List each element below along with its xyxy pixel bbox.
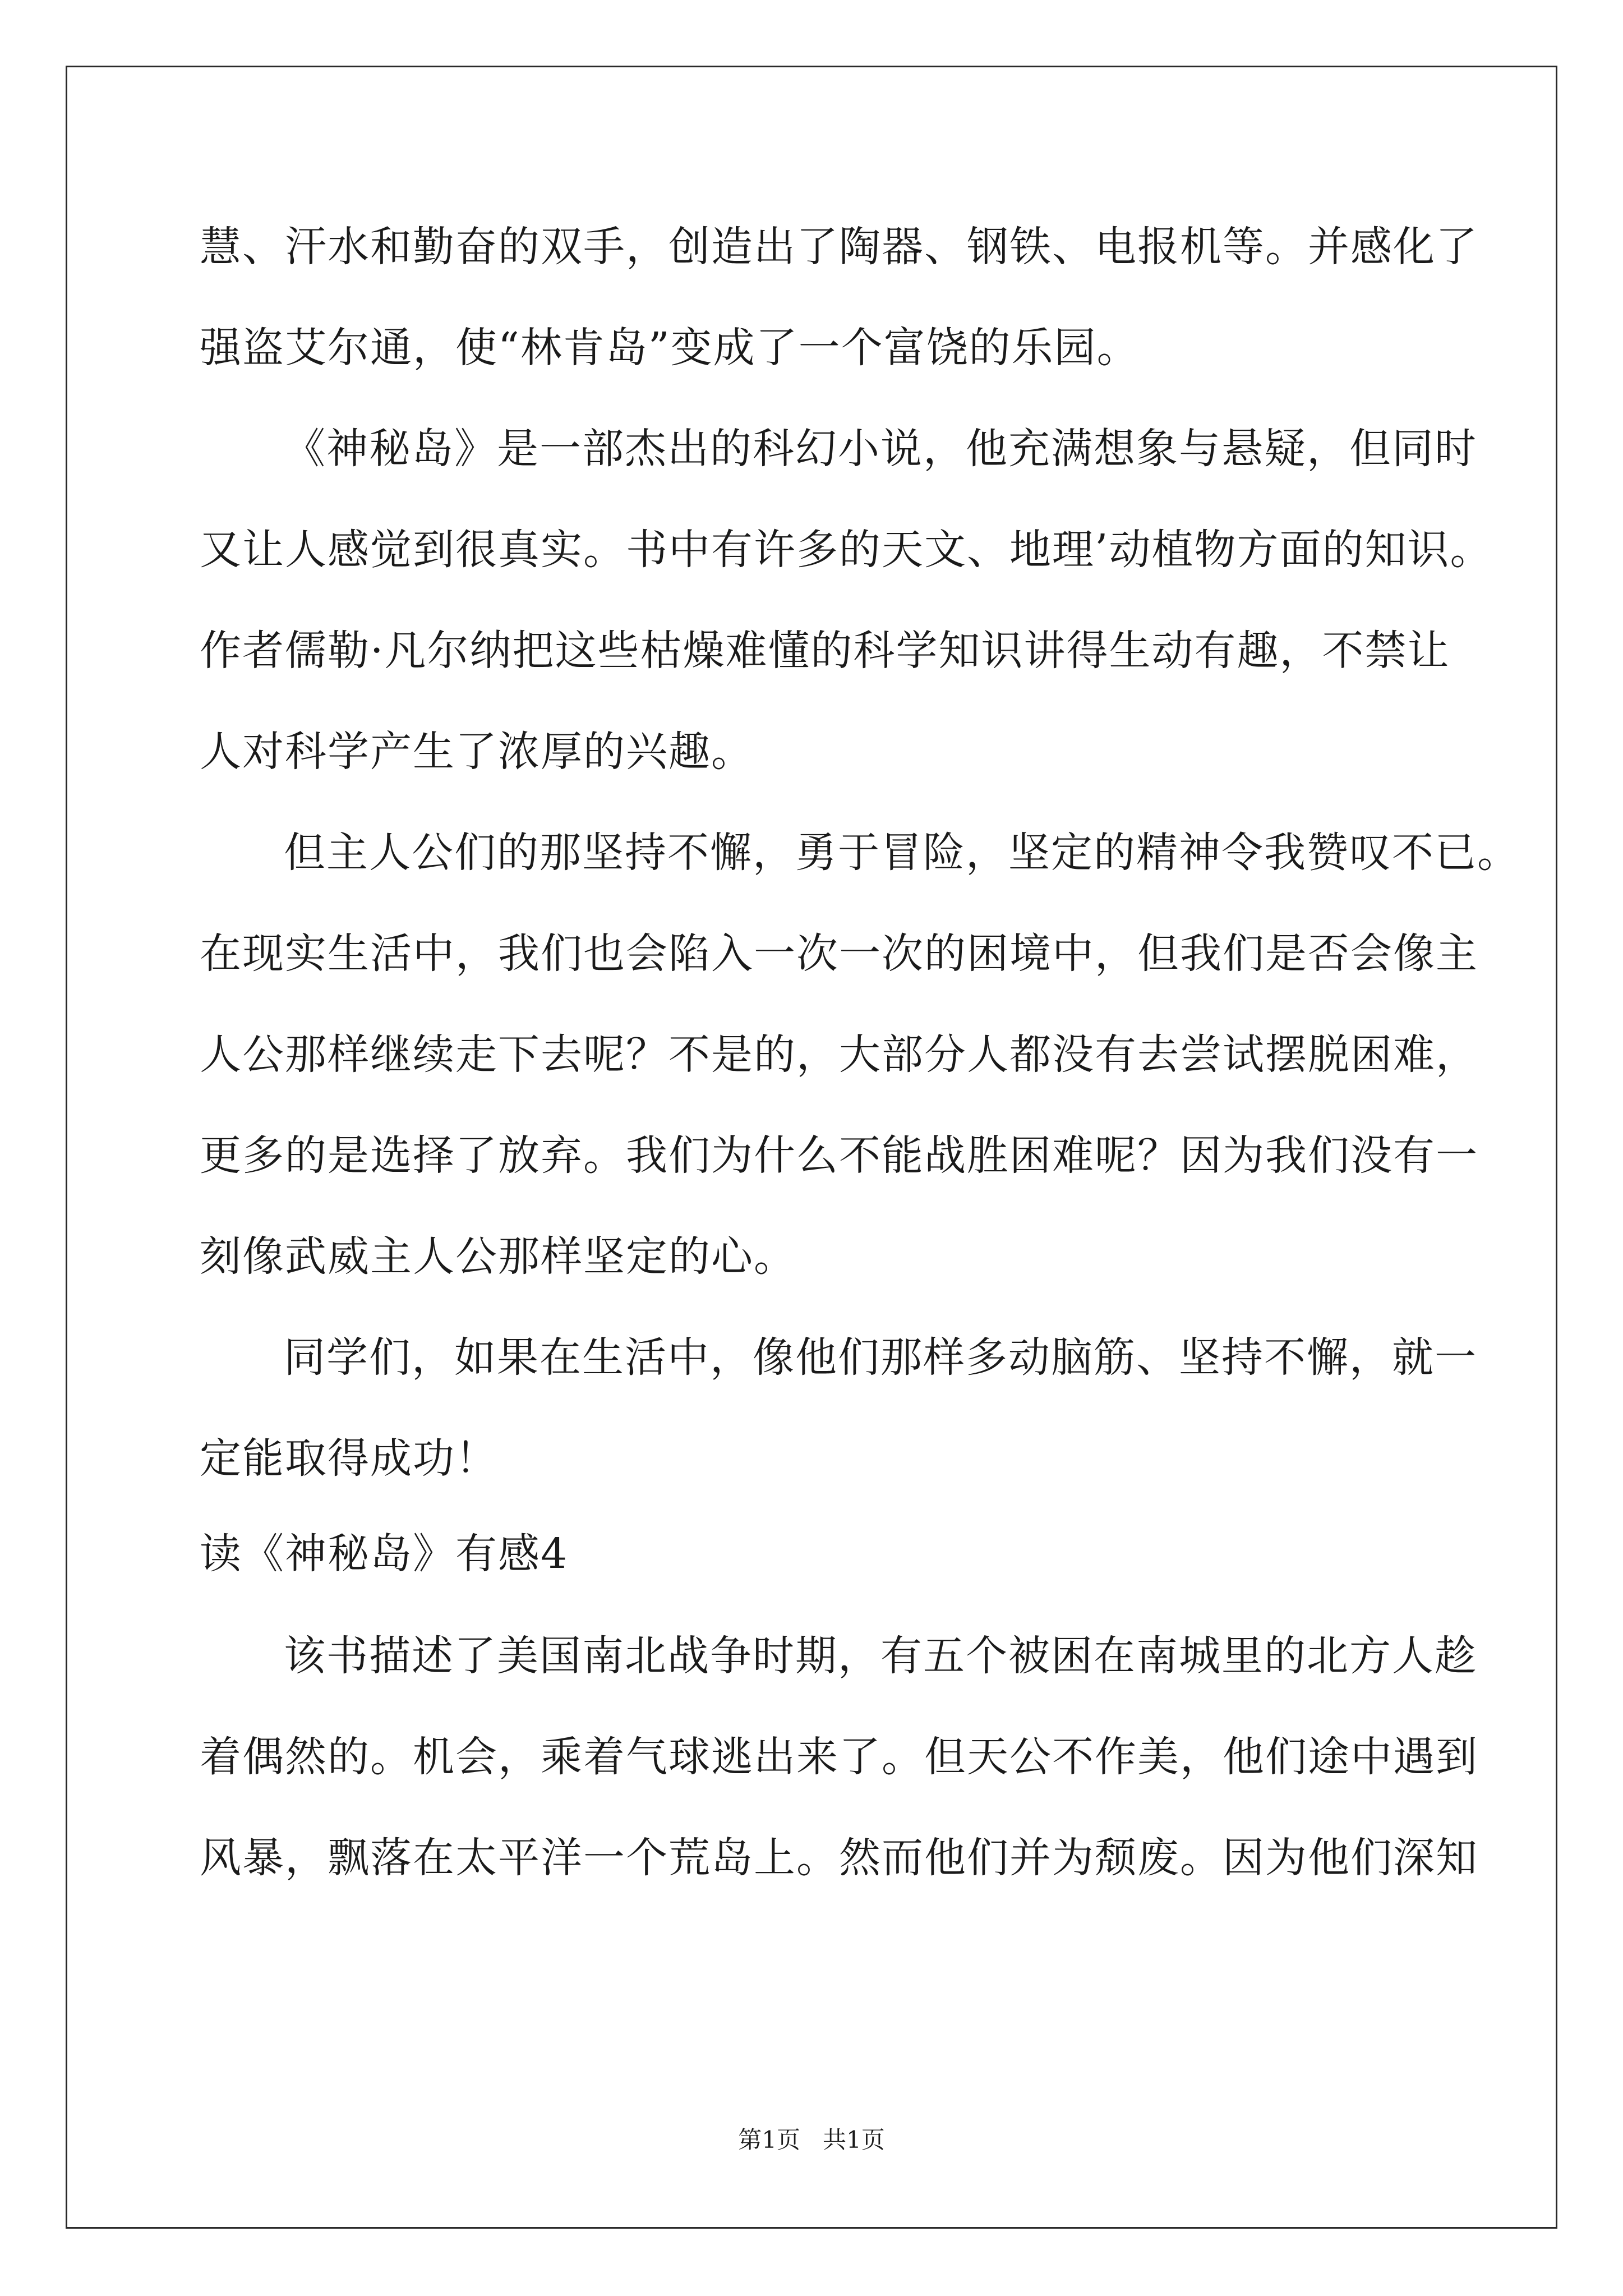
page-footer [0,2128,1623,2152]
text-line: 作者儒勒·凡尔纳把这些枯燥难懂的科学知识讲得生动有趣，不禁让 [200,627,1450,675]
text-line: 刻像武威主人公那样坚定的心。 [200,1232,796,1281]
text-line: 定能取得成功！ [200,1434,498,1483]
text-line: 《神秘岛》是一部杰出的科幻小说，他充满想象与悬疑，但同时 [284,425,1477,473]
text-line: 又让人感觉到很真实。书中有许多的天文、地理’动植物方面的知识。 [200,526,1493,574]
text-line: 人对科学产生了浓厚的兴趣。 [200,728,754,776]
text-line: 该书描述了美国南北战争时期，有五个被困在南城里的北方人趁 [284,1632,1477,1680]
text-line: 但主人公们的那坚持不懈，勇于冒险，坚定的精神令我赞叹不已。 [284,829,1520,877]
text-line: 人公那样继续走下去呢？不是的，大部分人都没有去尝试摆脱困难， [200,1030,1478,1079]
text-line: 在现实生活中，我们也会陷入一次一次的困境中，但我们是否会像主 [200,930,1478,978]
page-number: 第1页 [738,2126,800,2154]
text-line: 慧、汗水和勤奋的双手，创造出了陶器、钢铁、电报机等。并感化了 [200,223,1478,271]
text-line: 同学们，如果在生活中，像他们那样多动脑筋、坚持不懈，就一 [284,1333,1477,1382]
text-line: 风暴，飘落在太平洋一个荒岛上。然而他们并为颓废。因为他们深知 [200,1834,1478,1882]
text-line: 更多的是选择了放弃。我们为什么不能战胜困难呢？因为我们没有一 [200,1131,1478,1180]
text-line: 着偶然的。机会，乘着气球逃出来了。但天公不作美，他们途中遇到 [200,1733,1478,1781]
section-heading: 读《神秘岛》有感4 [200,1530,569,1578]
text-line: 强盗艾尔通，使“林肯岛”变成了一个富饶的乐园。 [200,324,1140,372]
page-total: 共1页 [823,2126,885,2154]
